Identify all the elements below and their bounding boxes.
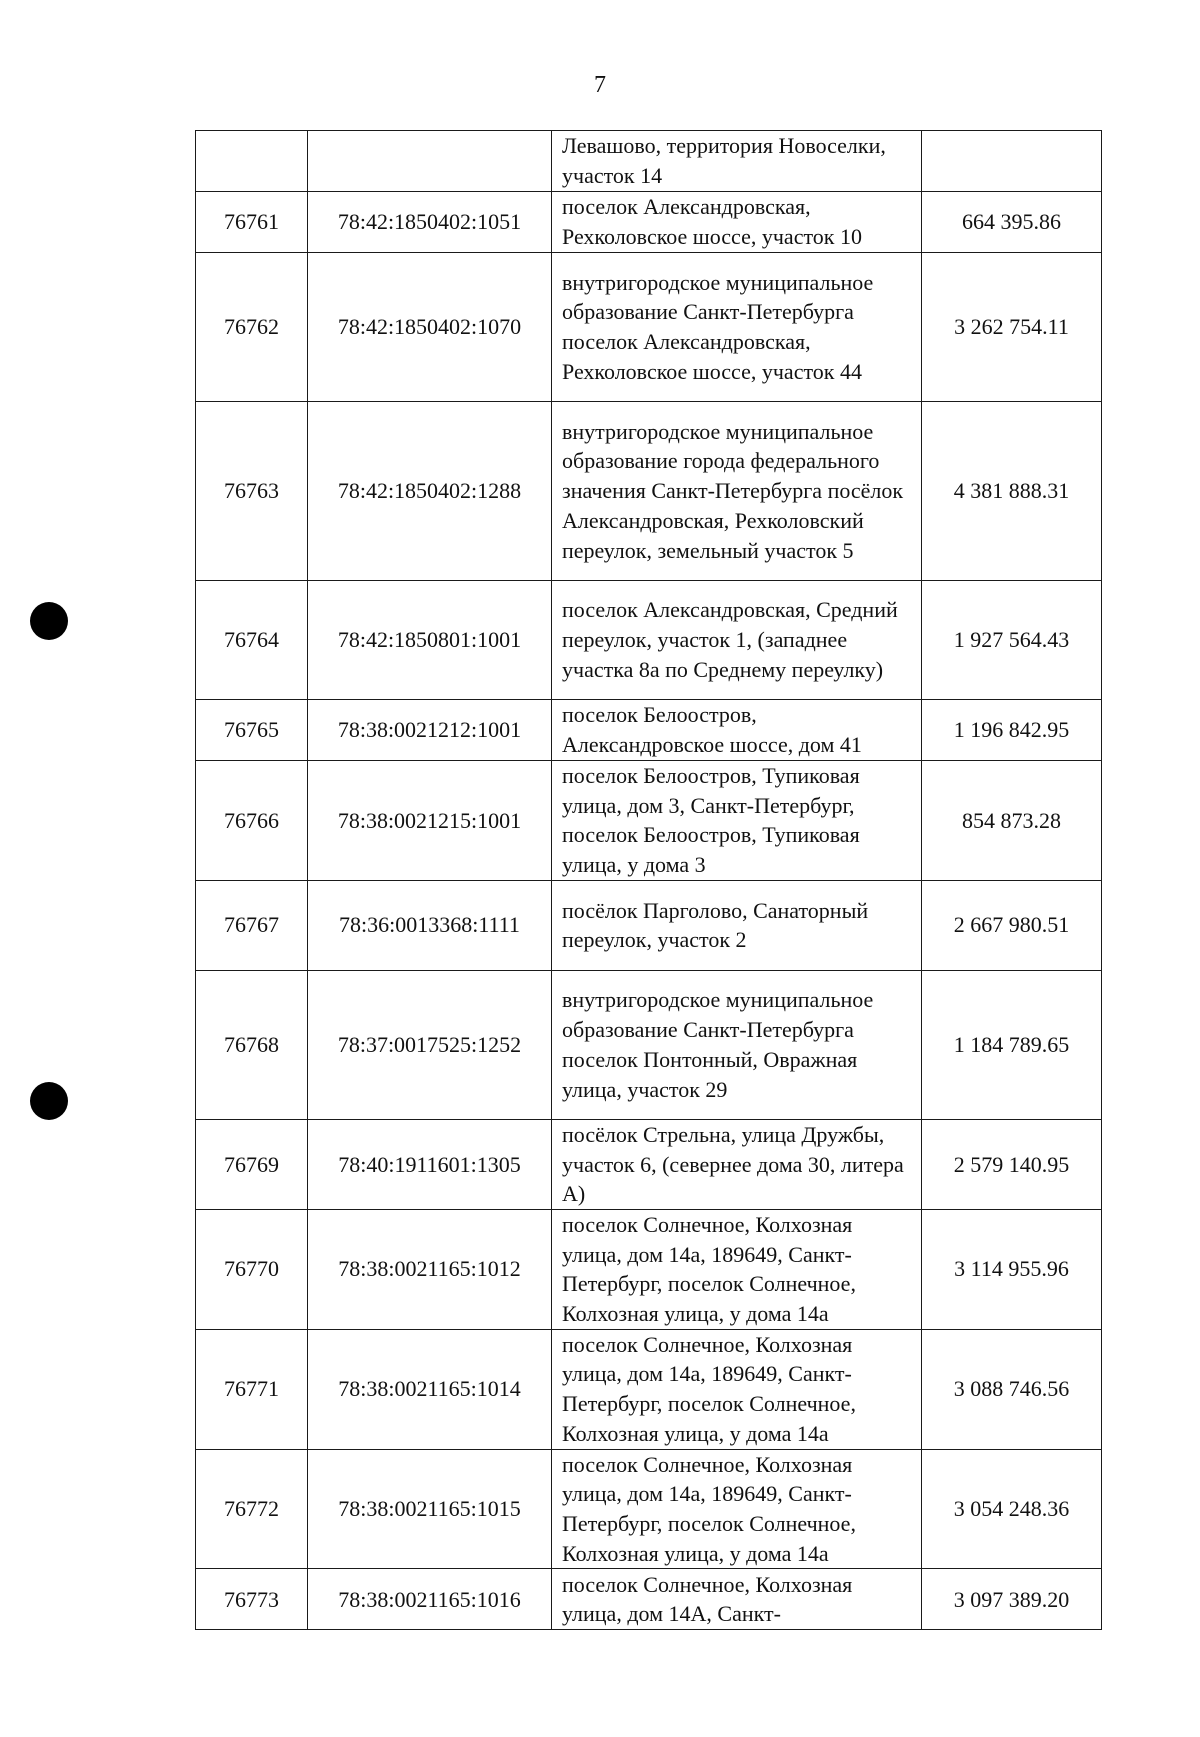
- cadastral-number: 78:42:1850402:1051: [308, 192, 552, 253]
- cadastral-number: 78:38:0021165:1016: [308, 1569, 552, 1630]
- cadastral-number: 78:42:1850402:1288: [308, 402, 552, 581]
- table-row: [196, 880, 1102, 970]
- cadastral-number: 78:38:0021165:1014: [308, 1329, 552, 1449]
- cadastral-number: 78:40:1911601:1305: [308, 1119, 552, 1209]
- cadastral-value: 3 114 955.96: [922, 1209, 1102, 1329]
- table-row: [196, 192, 1102, 253]
- row-number: 76772: [196, 1449, 308, 1569]
- cadastral-value: 854 873.28: [922, 761, 1102, 881]
- address-cell: внутригородское муниципальное образование Санкт-Петербурга поселок Понтонный, Овражная улица, участок 29: [552, 970, 922, 1119]
- row-number: 76765: [196, 700, 308, 761]
- address-cell: поселок Солнечное, Колхозная улица, дом 14А, Санкт-: [552, 1569, 922, 1630]
- cadastral-value: 1 196 842.95: [922, 700, 1102, 761]
- table-row: [196, 131, 1102, 192]
- address-cell: посёлок Парголово, Санаторный переулок, участок 2: [552, 880, 922, 970]
- table-row: [196, 1569, 1102, 1630]
- table-row: [196, 970, 1102, 1119]
- page-number: 7: [594, 72, 606, 98]
- punch-hole-mark: [30, 1082, 68, 1120]
- cadastral-value: 3 054 248.36: [922, 1449, 1102, 1569]
- row-number: 76767: [196, 880, 308, 970]
- cadastral-value: [922, 131, 1102, 192]
- table-row: [196, 402, 1102, 581]
- row-number: 76771: [196, 1329, 308, 1449]
- table-row: [196, 1329, 1102, 1449]
- row-number: 76768: [196, 970, 308, 1119]
- address-cell: поселок Александровская, Средний переулок, участок 1, (западнее участка 8а по Среднему переулку): [552, 581, 922, 700]
- address-cell: поселок Белоостров, Александровское шоссе, дом 41: [552, 700, 922, 761]
- row-number: 76761: [196, 192, 308, 253]
- address-cell: внутригородское муниципальное образование города федерального значения Санкт-Петербурга посёлок Александровская, Рехколовский переулок, земельный участок 5: [552, 402, 922, 581]
- address-cell: поселок Солнечное, Колхозная улица, дом 14а, 189649, Санкт-Петербург, поселок Солнечное, Колхозная улица, у дома 14а: [552, 1449, 922, 1569]
- row-number: 76773: [196, 1569, 308, 1630]
- cadastral-number: 78:38:0021215:1001: [308, 761, 552, 881]
- row-number: 76764: [196, 581, 308, 700]
- cadastral-value: 664 395.86: [922, 192, 1102, 253]
- cadastral-number: [308, 131, 552, 192]
- table-row: [196, 1119, 1102, 1209]
- row-number: 76762: [196, 253, 308, 402]
- cadastral-value: 2 667 980.51: [922, 880, 1102, 970]
- cadastral-value: 3 262 754.11: [922, 253, 1102, 402]
- address-cell: внутригородское муниципальное образование Санкт-Петербурга поселок Александровская, Рехколовское шоссе, участок 44: [552, 253, 922, 402]
- table-row: [196, 700, 1102, 761]
- address-cell: поселок Солнечное, Колхозная улица, дом 14а, 189649, Санкт-Петербург, поселок Солнечное, Колхозная улица, у дома 14а: [552, 1329, 922, 1449]
- row-number: 76769: [196, 1119, 308, 1209]
- cadastral-number: 78:38:0021165:1015: [308, 1449, 552, 1569]
- cadastral-number: 78:42:1850801:1001: [308, 581, 552, 700]
- table-row: [196, 1449, 1102, 1569]
- address-cell: поселок Белоостров, Тупиковая улица, дом 3, Санкт-Петербург, поселок Белоостров, Тупиковая улица, у дома 3: [552, 761, 922, 881]
- address-cell: посёлок Стрельна, улица Дружбы, участок 6, (севернее дома 30, литера А): [552, 1119, 922, 1209]
- table-row: [196, 253, 1102, 402]
- cadastral-value: 3 088 746.56: [922, 1329, 1102, 1449]
- cadastral-number: 78:37:0017525:1252: [308, 970, 552, 1119]
- address-cell: Левашово, территория Новоселки, участок 14: [552, 131, 922, 192]
- cadastral-number: 78:38:0021165:1012: [308, 1209, 552, 1329]
- table-row: [196, 1209, 1102, 1329]
- punch-hole-mark: [30, 602, 68, 640]
- cadastral-number: 78:38:0021212:1001: [308, 700, 552, 761]
- cadastral-value-table: [195, 130, 1102, 1630]
- cadastral-value: 1 184 789.65: [922, 970, 1102, 1119]
- table-row: [196, 761, 1102, 881]
- cadastral-value: 2 579 140.95: [922, 1119, 1102, 1209]
- table-row: [196, 581, 1102, 700]
- cadastral-value: 3 097 389.20: [922, 1569, 1102, 1630]
- row-number: [196, 131, 308, 192]
- address-cell: поселок Александровская, Рехколовское шоссе, участок 10: [552, 192, 922, 253]
- row-number: 76770: [196, 1209, 308, 1329]
- cadastral-number: 78:42:1850402:1070: [308, 253, 552, 402]
- cadastral-number: 78:36:0013368:1111: [308, 880, 552, 970]
- address-cell: поселок Солнечное, Колхозная улица, дом 14а, 189649, Санкт-Петербург, поселок Солнечное, Колхозная улица, у дома 14а: [552, 1209, 922, 1329]
- cadastral-value: 4 381 888.31: [922, 402, 1102, 581]
- cadastral-value: 1 927 564.43: [922, 581, 1102, 700]
- row-number: 76763: [196, 402, 308, 581]
- row-number: 76766: [196, 761, 308, 881]
